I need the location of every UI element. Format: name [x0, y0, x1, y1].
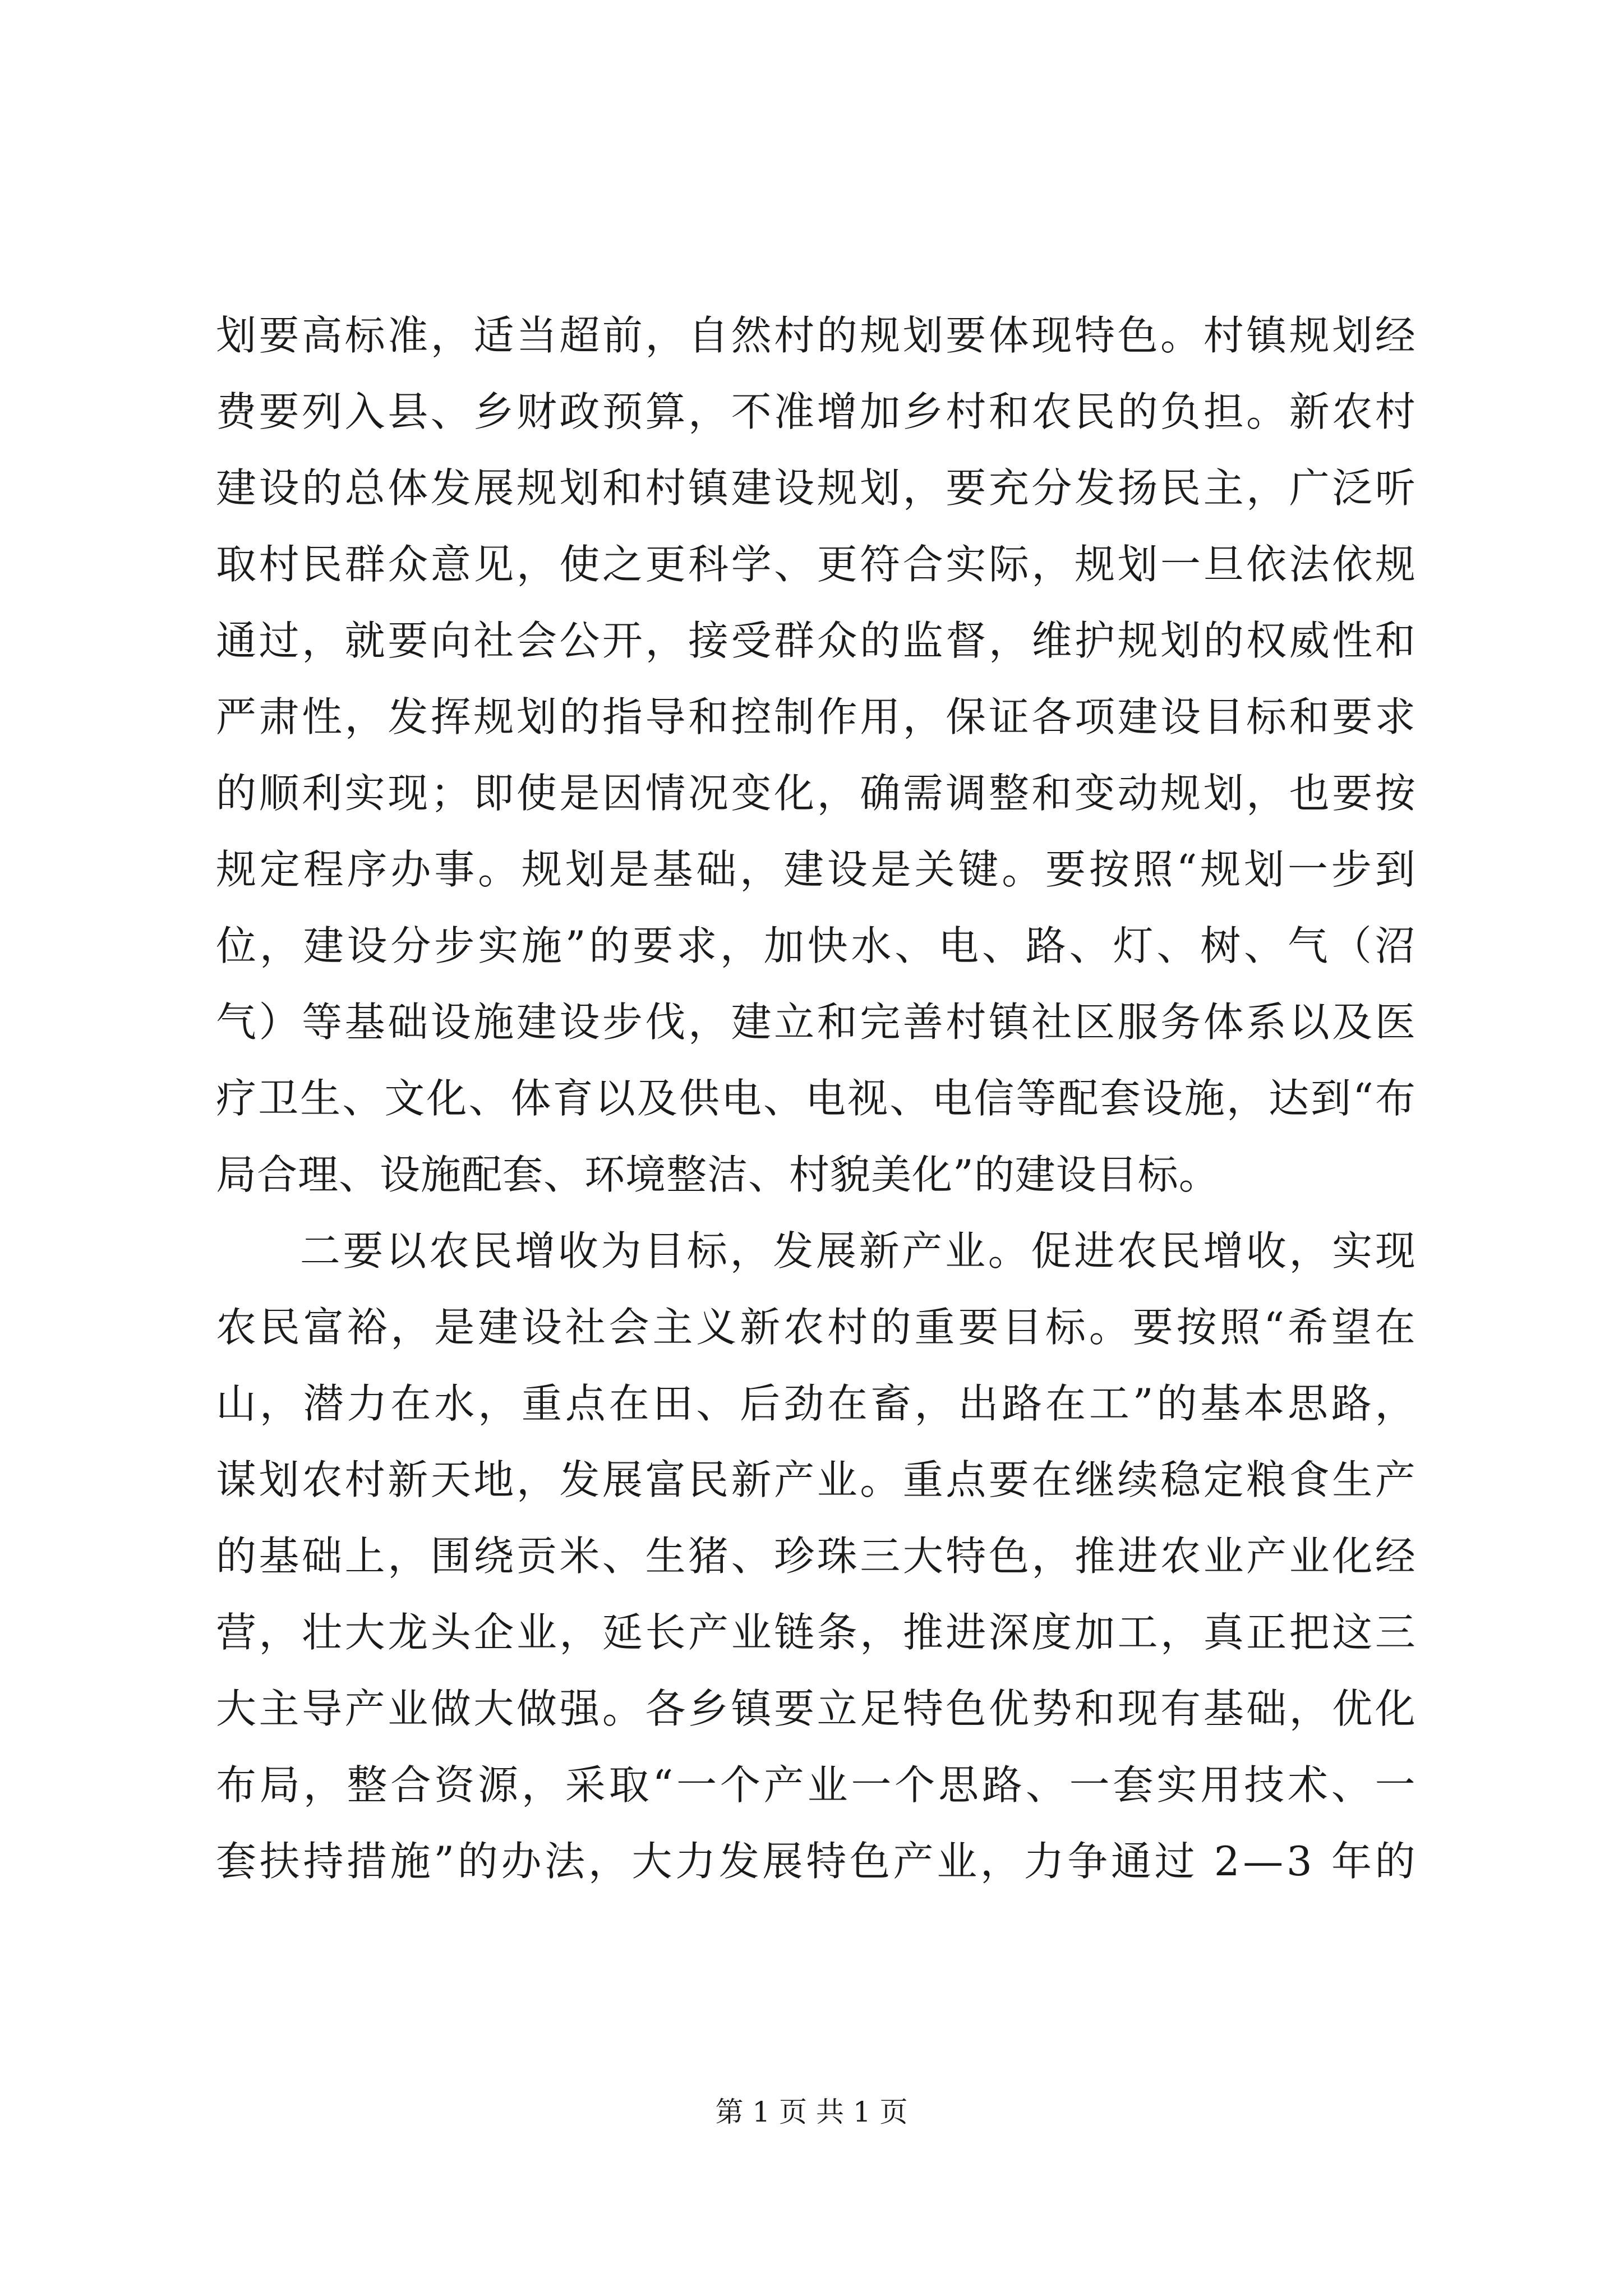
text-line: 大 主 导 产 业 做 大 做 强 。 各 乡 镇 要 立 足 特 色 优 势 和 现 有 基 础 ， 优 化	[216, 1685, 1416, 1732]
text-line: 规 定 程 序 办 事 。 规 划 是 基 础 ， 建 设 是 关 键 。 要 按 照 “ 规 划 一 步 到	[216, 846, 1416, 893]
text-line: 农 民 富 裕 ， 是 建 设 社 会 主 义 新 农 村 的 重 要 目 标 。 要 按 照 “ 希 望 在	[216, 1304, 1416, 1351]
text-line: 取 村 民 群 众 意 见 ， 使 之 更 科 学 、 更 符 合 实 际 ， 规 划 一 旦 依 法 依 规	[216, 541, 1416, 588]
text-line: 划 要 高 标 准 ， 适 当 超 前 ， 自 然 村 的 规 划 要 体 现 特 色 。 村 镇 规 划 经	[216, 312, 1416, 359]
page-number-footer: 第 1 页 共 1 页	[715, 2096, 908, 2128]
text-line-paragraph-end: 局合理、设施配套、环境整洁、村貌美化”的建设目标。	[216, 1151, 1220, 1198]
text-line: 的 基 础 上 ， 围 绕 贡 米 、 生 猪 、 珍 珠 三 大 特 色 ， 推 进 农 业 产 业 化 经	[216, 1533, 1416, 1580]
text-line: 气 ） 等 基 础 设 施 建 设 步 伐 ， 建 立 和 完 善 村 镇 社 区 服 务 体 系 以 及 医	[216, 999, 1416, 1046]
document-body	[216, 297, 1416, 1899]
text-line: 山 ， 潜 力 在 水 ， 重 点 在 田 、 后 劲 在 畜 ， 出 路 在 工 ” 的 基 本 思 路 ，	[216, 1380, 1416, 1427]
text-line: 布 局 ， 整 合 资 源 ， 采 取 “ 一 个 产 业 一 个 思 路 、 一 套 实 用 技 术 、 一	[216, 1761, 1416, 1809]
text-line: 严 肃 性 ， 发 挥 规 划 的 指 导 和 控 制 作 用 ， 保 证 各 项 建 设 目 标 和 要 求	[216, 693, 1416, 740]
text-line: 谋 划 农 村 新 天 地 ， 发 展 富 民 新 产 业 。 重 点 要 在 继 续 稳 定 粮 食 生 产	[216, 1456, 1416, 1503]
text-line: 通 过 ， 就 要 向 社 会 公 开 ， 接 受 群 众 的 监 督 ， 维 护 规 划 的 权 威 性 和	[216, 617, 1416, 664]
text-line: 营 ， 壮 大 龙 头 企 业 ， 延 长 产 业 链 条 ， 推 进 深 度 加 工 ， 真 正 把 这 三	[216, 1609, 1416, 1656]
text-line: 套 扶 持 措 施 ” 的 办 法 ， 大 力 发 展 特 色 产 业 ， 力 争 通 过 2 — 3 年 的	[216, 1838, 1416, 1885]
text-line-paragraph-start: 二 要 以 农 民 增 收 为 目 标 ， 发 展 新 产 业 。 促 进 农 民 增 收 ， 实 现	[299, 1227, 1416, 1274]
text-line: 费 要 列 入 县 、 乡 财 政 预 算 ， 不 准 增 加 乡 村 和 农 民 的 负 担 。 新 农 村	[216, 388, 1416, 435]
text-line: 位 ， 建 设 分 步 实 施 ” 的 要 求 ， 加 快 水 、 电 、 路 、 灯 、 树 、 气 （ 沼	[216, 922, 1416, 969]
text-line: 疗 卫 生 、 文 化 、 体 育 以 及 供 电 、 电 视 、 电 信 等 配 套 设 施 ， 达 到 “ 布	[216, 1075, 1416, 1122]
text-line: 的 顺 利 实 现 ； 即 使 是 因 情 况 变 化 ， 确 需 调 整 和 变 动 规 划 ， 也 要 按	[216, 770, 1416, 817]
text-line: 建 设 的 总 体 发 展 规 划 和 村 镇 建 设 规 划 ， 要 充 分 发 扬 民 主 ， 广 泛 听	[216, 464, 1416, 512]
